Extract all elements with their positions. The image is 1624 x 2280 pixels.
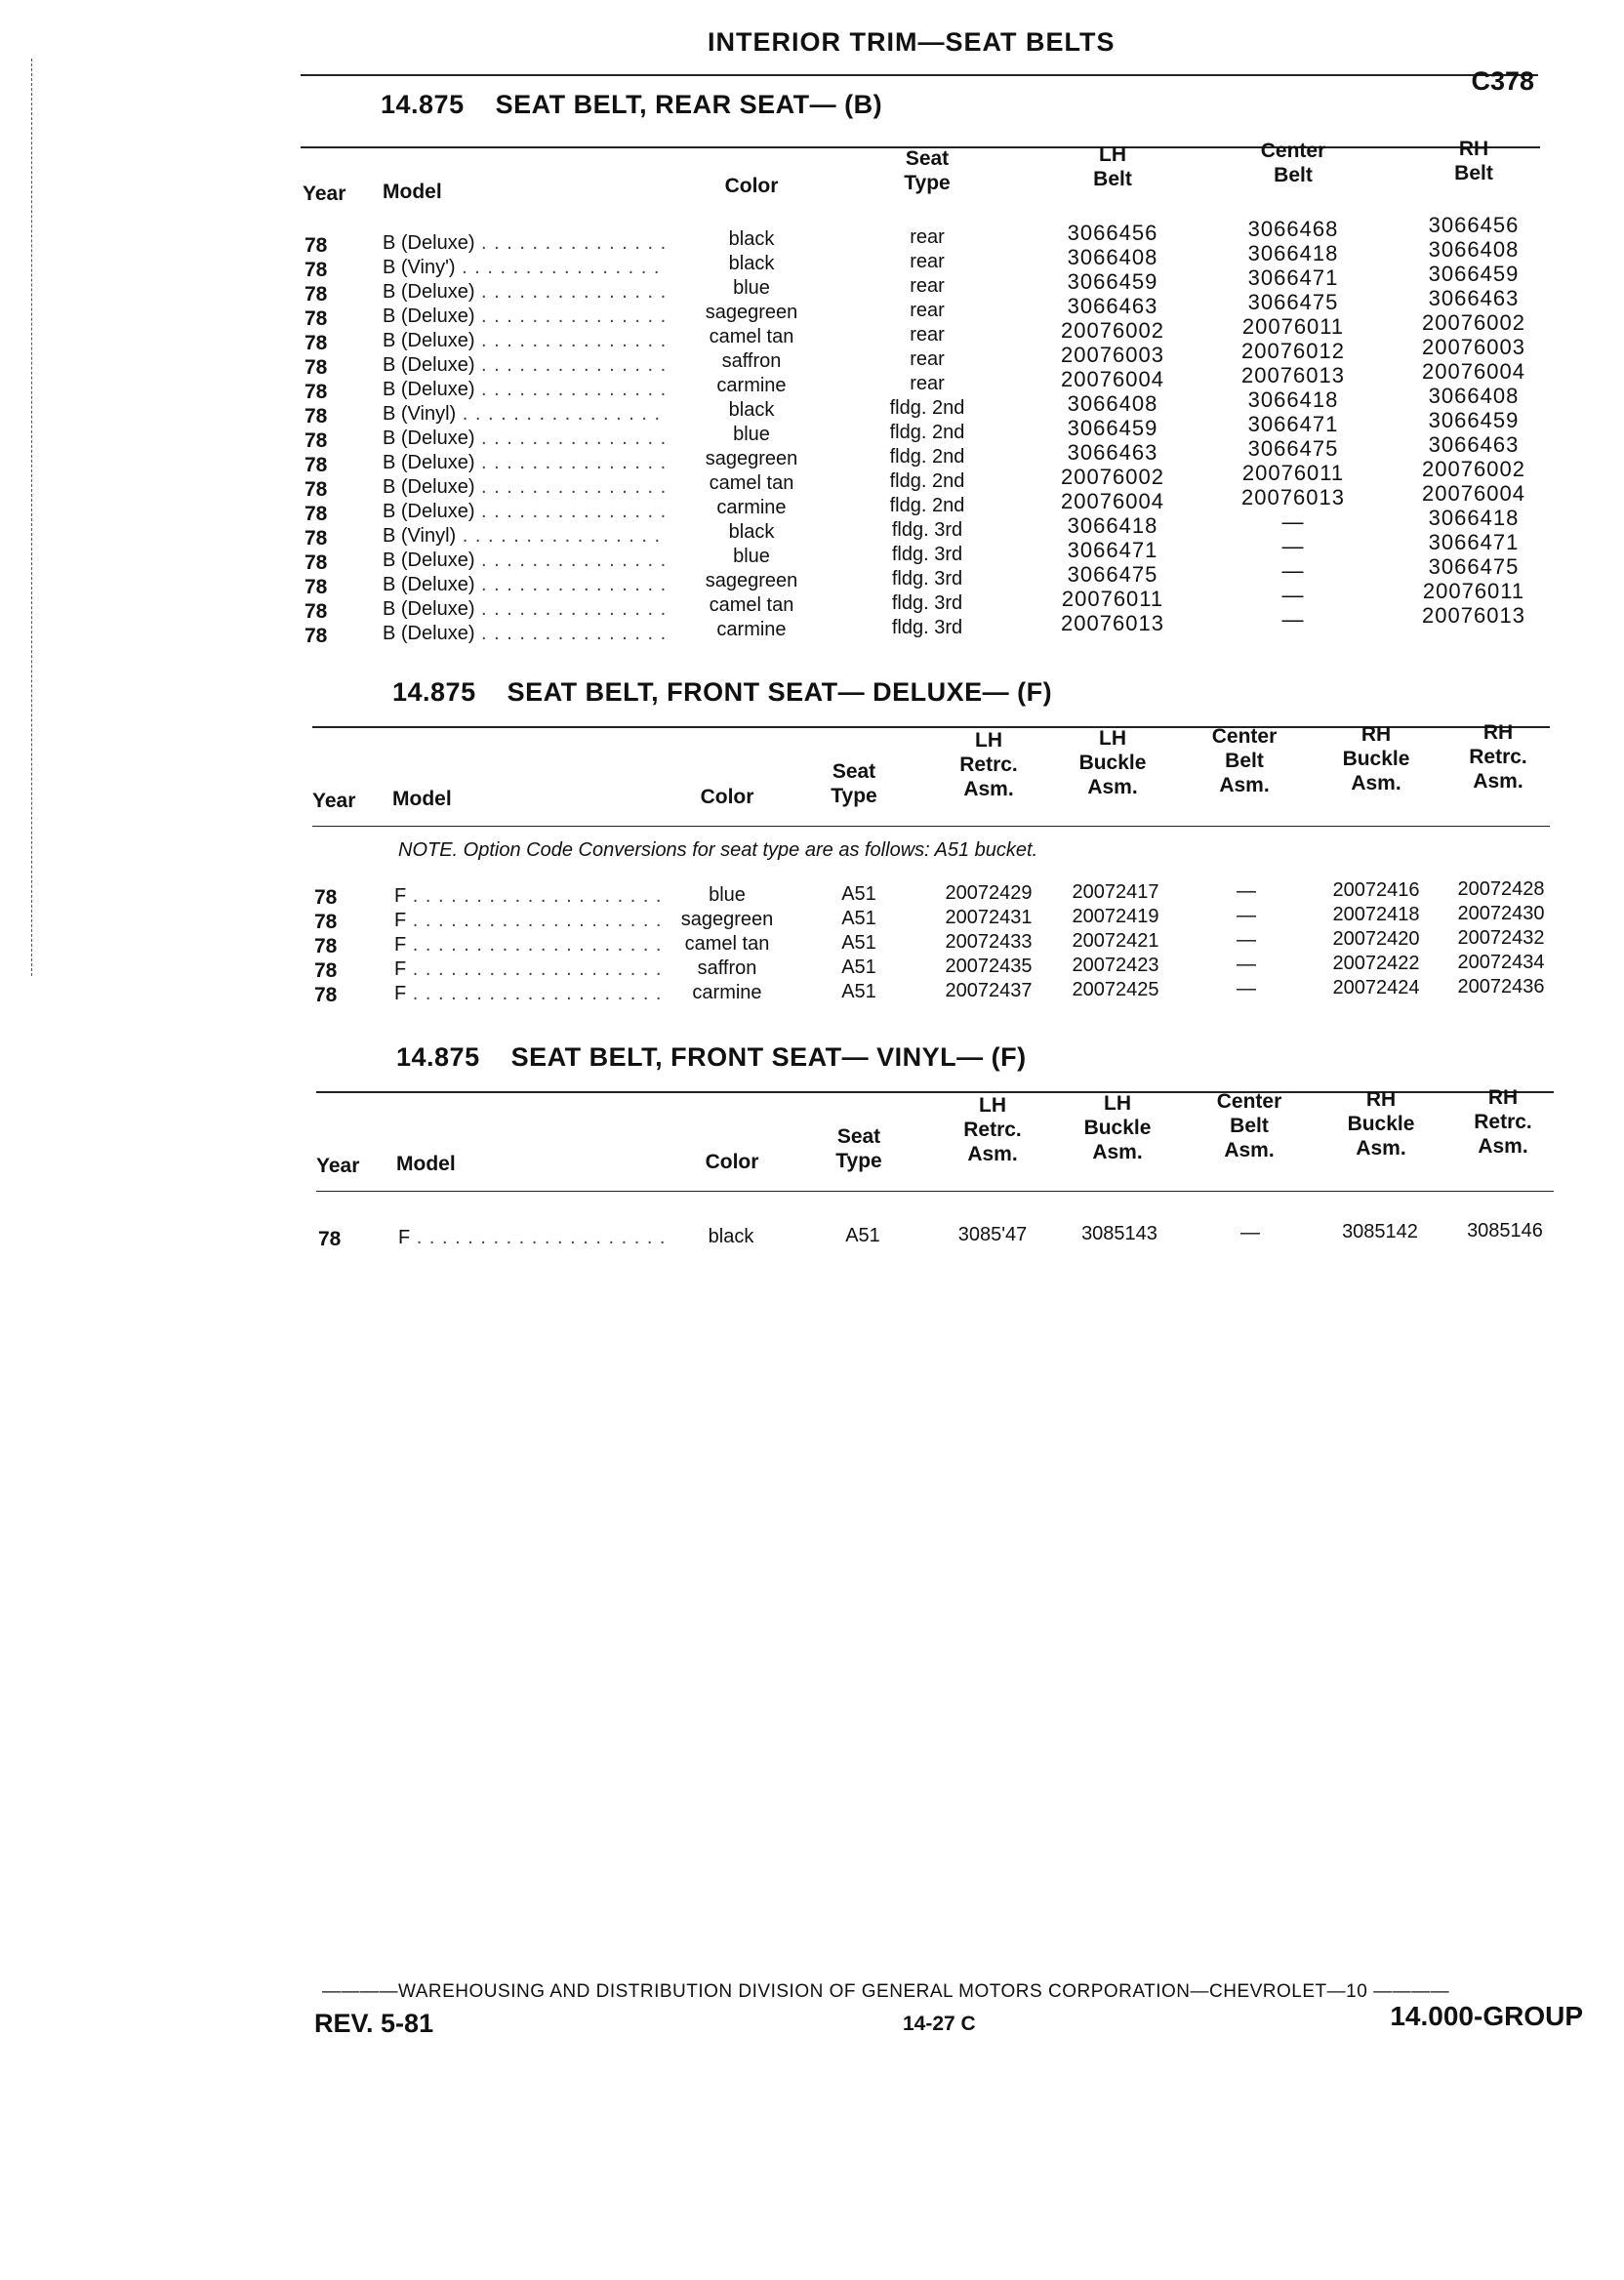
color-cell: saffron [721, 350, 782, 372]
lh-belt-cell: 3066463 [1067, 294, 1158, 318]
deluxe-section-title [392, 677, 1052, 708]
seat-type-cell: A51 [841, 932, 876, 954]
col-rh-belt: RH Belt [1454, 138, 1493, 184]
model-cell: F . . . [394, 910, 668, 932]
col-rh-buckle: RH Buckle Asm. [1347, 1088, 1415, 1160]
seat-type-cell: fldg. 3rd [891, 617, 963, 638]
center-belt-cell: — [1281, 607, 1305, 631]
lh-belt-cell: 20076004 [1061, 489, 1164, 513]
center-belt-cell: 3066471 [1247, 412, 1339, 436]
model-cell: B (Deluxe) . . . [383, 501, 666, 523]
center-belt-cell: 3066418 [1247, 241, 1339, 265]
year-cell: 78 [304, 454, 328, 476]
model-cell: B (Viny') . . . [383, 257, 666, 279]
rh-retrc-cell: 20072430 [1457, 903, 1545, 924]
catalog-code: C378 [1471, 66, 1534, 96]
rh-belt-cell: 3066463 [1428, 432, 1520, 457]
col-year: Year [303, 183, 346, 205]
color-cell: blue [733, 424, 770, 445]
color-cell: camel tan [709, 326, 794, 347]
lh-belt-cell: 20076002 [1061, 465, 1164, 489]
lh-buckle-cell: 3085143 [1081, 1223, 1157, 1244]
rh-belt-cell: 20076011 [1422, 579, 1525, 603]
col-year: Year [316, 1155, 360, 1177]
col-rh-buckle: RH Buckle Asm. [1342, 723, 1410, 794]
seat-type-cell: rear [910, 324, 945, 346]
lh-buckle-cell: 20072421 [1072, 930, 1159, 952]
model-cell: B (Deluxe) . . . [383, 379, 666, 401]
color-cell: sagegreen [705, 302, 798, 323]
center-belt-cell: 3066471 [1247, 265, 1339, 290]
color-cell: blue [733, 277, 770, 299]
color-cell: carmine [692, 982, 762, 1003]
rh-retrc-cell: 20072428 [1457, 878, 1545, 900]
lh-belt-cell: 20076002 [1061, 318, 1164, 343]
center-belt-cell: 20076012 [1241, 339, 1345, 363]
header-rule [301, 74, 1538, 76]
lh-belt-cell: 3066475 [1067, 562, 1158, 587]
page-number: 14-27 C [903, 2013, 976, 2035]
col-year: Year [312, 790, 356, 812]
rear-section-title [381, 90, 882, 120]
year-cell: 78 [304, 429, 328, 452]
rh-belt-cell: 20076004 [1422, 481, 1525, 506]
model-cell: B (Deluxe) . . . [383, 623, 666, 645]
rh-retrc-cell: 20072434 [1457, 952, 1545, 973]
col-seat-type: Seat Type [904, 147, 951, 194]
vinyl-header-rule [316, 1191, 1554, 1192]
lh-belt-cell: 20076011 [1061, 587, 1164, 611]
year-cell: 78 [304, 259, 328, 281]
year-cell: 78 [304, 576, 328, 598]
model-cell: B (Deluxe) . . . [383, 550, 666, 572]
model-cell: F . . . [394, 958, 668, 981]
seat-type-cell: rear [910, 373, 945, 394]
vinyl-section-name: SEAT BELT, FRONT SEAT— VINYL— (F) [510, 1042, 1027, 1072]
seat-type-cell: fldg. 2nd [889, 470, 965, 492]
lh-retrc-cell: 3085'47 [957, 1224, 1028, 1245]
year-cell: 78 [304, 307, 328, 330]
model-cell: B (Deluxe) . . . [383, 574, 666, 596]
center-belt-cell: — [1237, 929, 1256, 951]
lh-belt-cell: 3066459 [1067, 269, 1158, 294]
seat-type-cell: fldg. 2nd [889, 495, 965, 516]
year-cell: 78 [314, 935, 338, 957]
footer-publisher: ————WAREHOUSING AND DISTRIBUTION DIVISION OF GENERAL MOTORS CORPORATION—CHEVROLET—10 ———— [322, 1981, 1450, 2002]
lh-belt-cell: 20076004 [1061, 367, 1164, 391]
year-cell: 78 [318, 1228, 342, 1250]
rh-buckle-cell: 20072420 [1332, 928, 1420, 950]
seat-type-cell: rear [910, 275, 945, 297]
model-cell: B (Deluxe) . . . [383, 281, 666, 304]
color-cell: camel tan [709, 594, 794, 616]
center-belt-cell: 20076013 [1241, 363, 1345, 387]
color-cell: carmine [716, 497, 787, 518]
model-cell: B (Deluxe) . . . [383, 330, 666, 352]
col-rh-retrc: RH Retrc. Asm. [1469, 721, 1527, 793]
color-cell: carmine [716, 375, 787, 396]
rh-belt-cell: 3066456 [1428, 213, 1520, 237]
year-cell: 78 [304, 625, 328, 647]
deluxe-header-rule [312, 826, 1550, 827]
deluxe-section-number: 14.875 [392, 677, 476, 707]
rh-belt-cell: 3066408 [1428, 384, 1520, 408]
lh-buckle-cell: 20072419 [1072, 906, 1159, 927]
model-cell: B (Vinyl) . . . [383, 525, 666, 548]
model-cell: B (Deluxe) . . . [383, 476, 666, 499]
center-belt-cell: — [1281, 558, 1305, 583]
seat-type-cell: rear [910, 251, 945, 272]
color-cell: black [728, 399, 775, 421]
col-lh-retrc: LH Retrc. Asm. [959, 729, 1018, 800]
year-cell: 78 [304, 527, 328, 550]
year-cell: 78 [314, 886, 338, 909]
seat-type-cell: fldg. 3rd [891, 519, 963, 541]
rh-belt-cell: 20076003 [1422, 335, 1525, 359]
center-belt-cell: — [1281, 583, 1305, 607]
lh-belt-cell: 20076013 [1061, 611, 1164, 635]
center-belt-cell: — [1281, 534, 1305, 558]
seat-type-cell: fldg. 2nd [889, 422, 965, 443]
seat-type-cell: A51 [841, 908, 876, 929]
center-belt-cell: 3066418 [1247, 387, 1339, 412]
color-cell: sagegreen [705, 570, 798, 591]
rh-buckle-cell: 20072418 [1332, 904, 1420, 925]
year-cell: 78 [314, 959, 338, 982]
rear-section-name: SEAT BELT, REAR SEAT— (B) [495, 90, 883, 119]
col-model: Model [383, 181, 442, 203]
rh-retrc-cell: 20072436 [1457, 976, 1545, 998]
year-cell: 78 [304, 405, 328, 428]
center-belt-cell: — [1237, 905, 1256, 926]
rh-belt-cell: 3066463 [1428, 286, 1520, 310]
col-seat-type: Seat Type [835, 1125, 882, 1172]
model-cell: B (Deluxe) . . . [383, 354, 666, 377]
group-number: 14.000-GROUP [1390, 2001, 1583, 2031]
col-model: Model [396, 1153, 456, 1175]
year-cell: 78 [314, 911, 338, 933]
lh-buckle-cell: 20072417 [1072, 881, 1159, 903]
year-cell: 78 [314, 984, 338, 1006]
rh-retrc-cell: 20072432 [1457, 927, 1545, 949]
lh-retrc-cell: 20072437 [945, 980, 1033, 1001]
seat-type-cell: A51 [841, 957, 876, 978]
seat-type-cell: fldg. 3rd [891, 592, 963, 614]
lh-belt-cell: 3066418 [1067, 513, 1158, 538]
col-lh-retrc: LH Retrc. Asm. [963, 1094, 1022, 1165]
rh-belt-cell: 20076002 [1422, 457, 1525, 481]
rear-section-number: 14.875 [381, 90, 465, 119]
rh-buckle-cell: 20072424 [1332, 977, 1420, 998]
model-cell: B (Deluxe) . . . [383, 598, 666, 621]
model-cell: F . . . [398, 1227, 671, 1249]
vinyl-section-title [396, 1042, 1027, 1073]
seat-type-cell: fldg. 3rd [891, 568, 963, 590]
year-cell: 78 [304, 600, 328, 623]
rh-belt-cell: 3066459 [1428, 262, 1520, 286]
year-cell: 78 [304, 503, 328, 525]
model-cell: F . . . [394, 983, 668, 1005]
year-cell: 78 [304, 283, 328, 305]
col-model: Model [392, 788, 452, 810]
seat-type-cell: fldg. 3rd [891, 544, 963, 565]
seat-type-cell: rear [910, 226, 945, 248]
revision: REV. 5-81 [314, 2009, 434, 2038]
col-lh-belt: LH Belt [1093, 143, 1132, 190]
color-cell: camel tan [684, 933, 770, 955]
col-color: Color [700, 786, 754, 808]
rh-buckle-cell: 20072416 [1332, 879, 1420, 901]
model-cell: B (Deluxe) . . . [383, 452, 666, 474]
rh-belt-cell: 20076002 [1422, 310, 1525, 335]
lh-buckle-cell: 20072425 [1072, 979, 1159, 1000]
color-cell: carmine [716, 619, 787, 640]
year-cell: 78 [304, 478, 328, 501]
center-belt-cell: 3066468 [1247, 217, 1339, 241]
rh-belt-cell: 20076013 [1422, 603, 1525, 628]
model-cell: B (Vinyl) . . . [383, 403, 666, 426]
col-center-belt: Center Belt Asm. [1216, 1090, 1282, 1161]
center-belt-cell: 3066475 [1247, 436, 1339, 461]
center-belt-cell: — [1240, 1222, 1260, 1243]
year-cell: 78 [304, 234, 328, 257]
col-rh-retrc: RH Retrc. Asm. [1474, 1086, 1532, 1158]
seat-type-cell: A51 [841, 981, 876, 1002]
center-belt-cell: 20076011 [1241, 314, 1345, 339]
seat-type-cell: A51 [845, 1225, 880, 1246]
center-belt-cell: 20076013 [1241, 485, 1345, 509]
rh-belt-cell: 3066475 [1428, 554, 1520, 579]
table-row [0, 976, 1624, 1008]
rh-belt-cell: 3066459 [1428, 408, 1520, 432]
col-seat-type: Seat Type [831, 760, 877, 807]
lh-belt-cell: 3066408 [1067, 391, 1158, 416]
center-belt-cell: — [1237, 978, 1256, 999]
color-cell: sagegreen [680, 909, 774, 930]
lh-belt-cell: 3066408 [1067, 245, 1158, 269]
model-cell: F . . . [394, 885, 668, 908]
rh-belt-cell: 3066418 [1428, 506, 1520, 530]
seat-type-cell: rear [910, 300, 945, 321]
col-color: Color [705, 1151, 759, 1173]
color-cell: black [728, 253, 775, 274]
seat-type-cell: fldg. 2nd [889, 397, 965, 419]
lh-retrc-cell: 20072429 [945, 882, 1033, 904]
lh-buckle-cell: 20072423 [1072, 955, 1159, 976]
model-cell: B (Deluxe) . . . [383, 428, 666, 450]
model-cell: B (Deluxe) . . . [383, 305, 666, 328]
center-belt-cell: — [1281, 509, 1305, 534]
rh-retrc-cell: 3085146 [1467, 1220, 1543, 1242]
seat-type-cell: A51 [841, 883, 876, 905]
year-cell: 78 [304, 356, 328, 379]
table-row [0, 1220, 1624, 1252]
color-cell: saffron [697, 957, 757, 979]
rh-belt-cell: 3066471 [1428, 530, 1520, 554]
center-belt-cell: 3066475 [1247, 290, 1339, 314]
color-cell: blue [709, 884, 746, 906]
col-lh-buckle: LH Buckle Asm. [1083, 1092, 1152, 1163]
lh-retrc-cell: 20072433 [945, 931, 1033, 953]
lh-belt-cell: 3066463 [1067, 440, 1158, 465]
year-cell: 78 [304, 381, 328, 403]
lh-belt-cell: 3066456 [1067, 221, 1158, 245]
rh-belt-cell: 3066408 [1428, 237, 1520, 262]
option-code-note: NOTE. Option Code Conversions for seat type are as follows: A51 bucket. [398, 839, 1038, 861]
year-cell: 78 [304, 551, 328, 574]
color-cell: sagegreen [705, 448, 798, 469]
model-cell: B (Deluxe) . . . [383, 232, 666, 255]
lh-belt-cell: 20076003 [1061, 343, 1164, 367]
seat-type-cell: rear [910, 348, 945, 370]
lh-belt-cell: 3066471 [1067, 538, 1158, 562]
rh-buckle-cell: 20072422 [1332, 953, 1420, 974]
lh-retrc-cell: 20072431 [945, 907, 1033, 928]
color-cell: black [728, 521, 775, 543]
year-cell: 78 [304, 332, 328, 354]
center-belt-cell: — [1237, 880, 1256, 902]
center-belt-cell: 20076011 [1241, 461, 1345, 485]
deluxe-section-name: SEAT BELT, FRONT SEAT— DELUXE— (F) [507, 677, 1053, 707]
color-cell: black [728, 228, 775, 250]
lh-retrc-cell: 20072435 [945, 956, 1033, 977]
seat-type-cell: fldg. 2nd [889, 446, 965, 468]
col-center-belt: Center Belt Asm. [1211, 725, 1278, 796]
center-belt-cell: — [1237, 954, 1256, 975]
rh-buckle-cell: 3085142 [1342, 1221, 1418, 1242]
color-cell: blue [733, 546, 770, 567]
color-cell: camel tan [709, 472, 794, 494]
rh-belt-cell: 20076004 [1422, 359, 1525, 384]
vinyl-section-number: 14.875 [396, 1042, 480, 1072]
col-color: Color [724, 175, 779, 197]
color-cell: black [708, 1226, 754, 1247]
page-title: INTERIOR TRIM—SEAT BELTS [708, 27, 1116, 57]
lh-belt-cell: 3066459 [1067, 416, 1158, 440]
col-lh-buckle: LH Buckle Asm. [1078, 727, 1147, 798]
model-cell: F . . . [394, 934, 668, 957]
col-center-belt: Center Belt [1260, 140, 1326, 186]
